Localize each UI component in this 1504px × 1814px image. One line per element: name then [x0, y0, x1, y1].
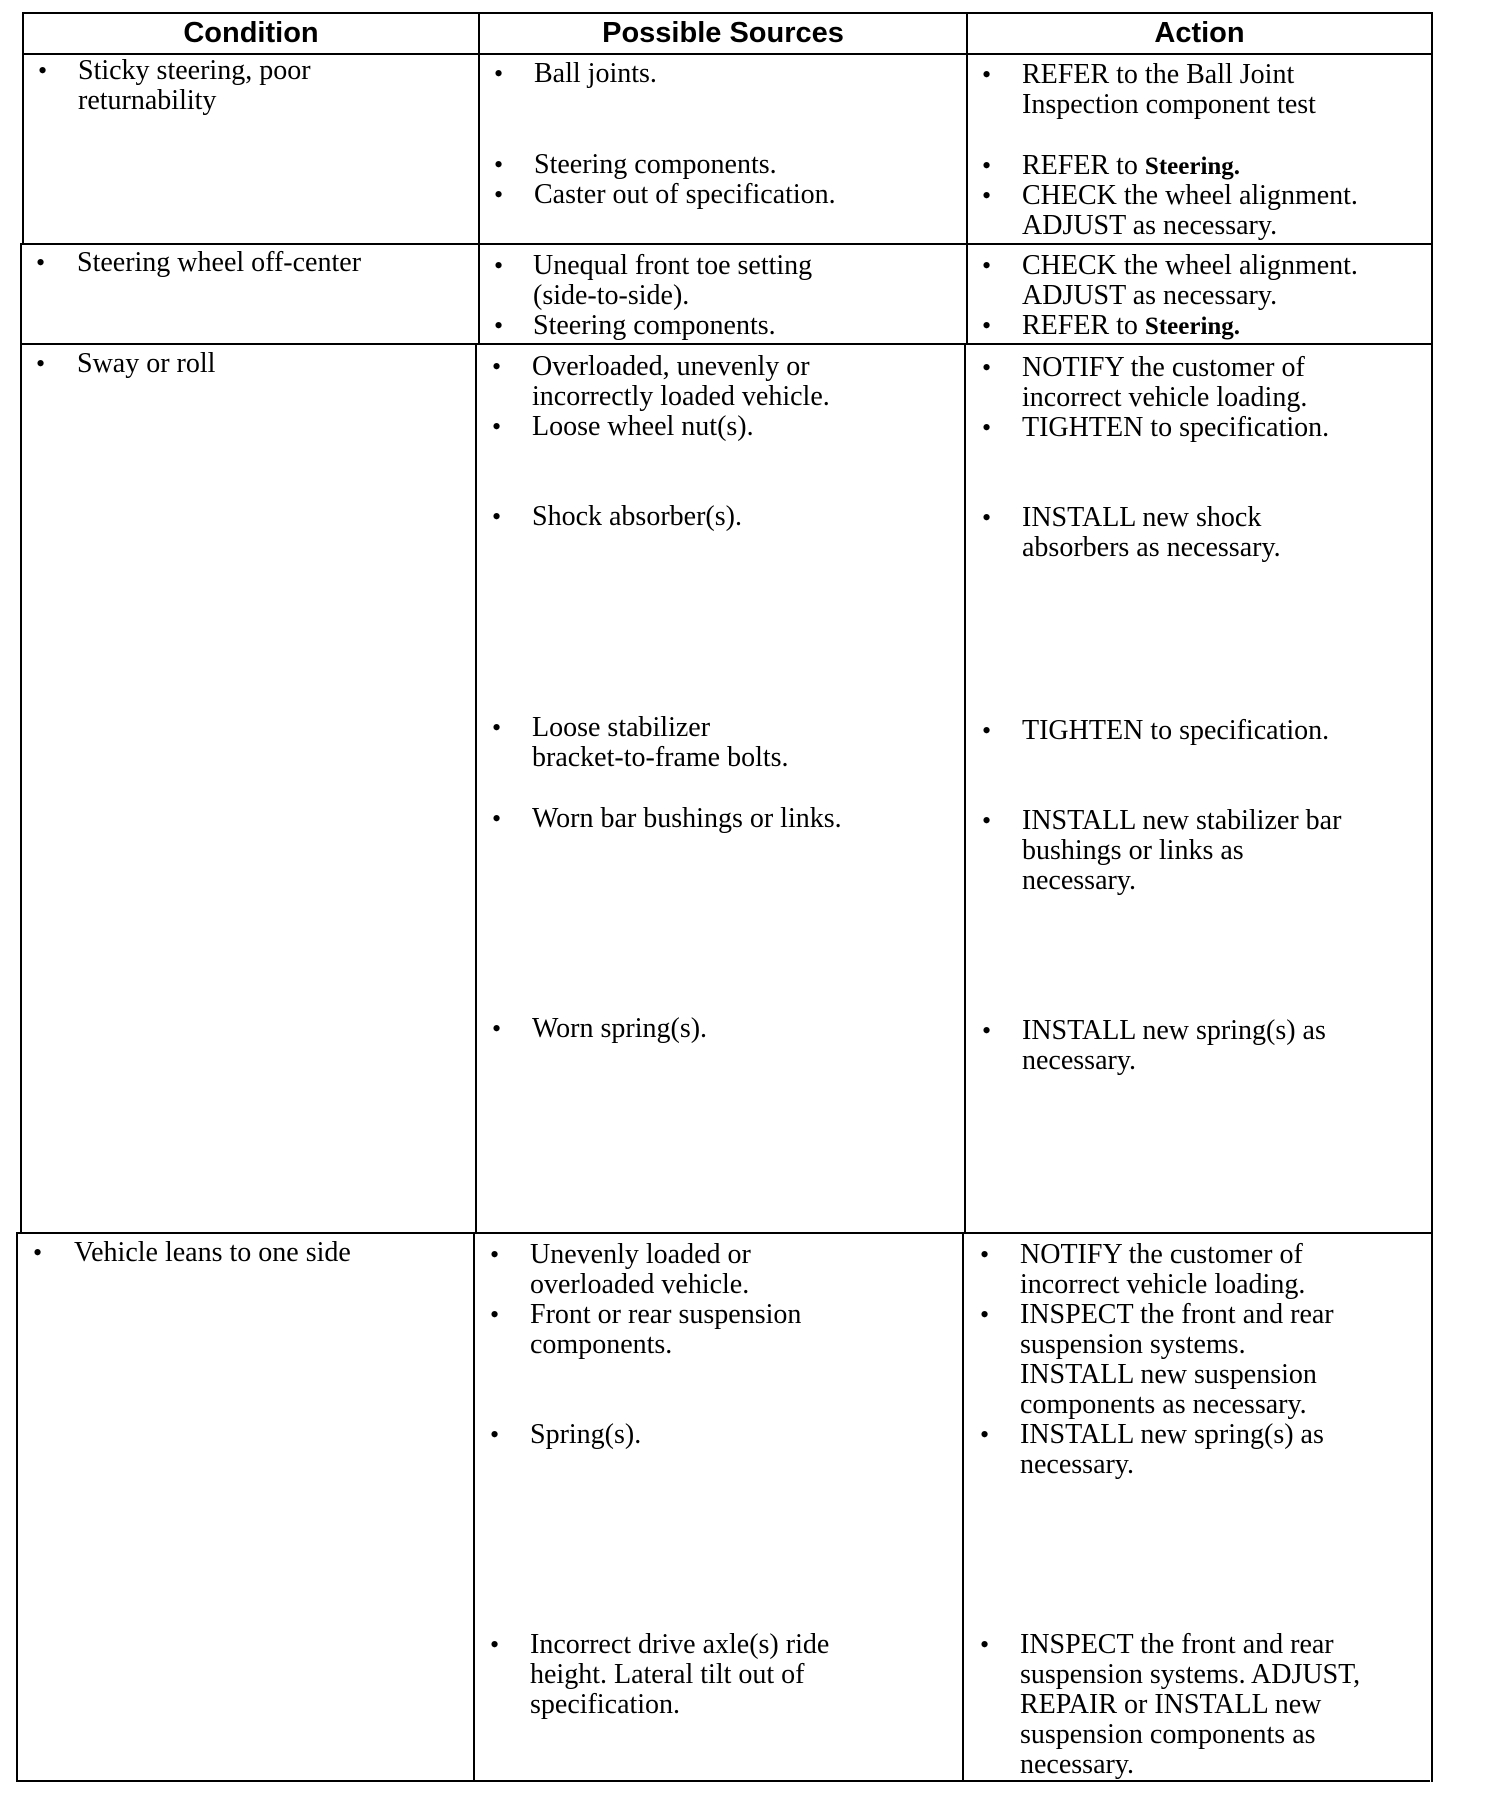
action-text-plain: REFER to — [1022, 310, 1145, 341]
bullet-icon: • — [490, 1630, 500, 1659]
action-text: TIGHTEN to specification. — [1022, 715, 1330, 746]
bullet-icon: • — [38, 56, 48, 85]
action-text — [1022, 311, 1240, 342]
source-text: Steering components. — [533, 310, 776, 341]
source-text: Worn spring(s). — [532, 1013, 708, 1044]
source-text: Loose wheel nut(s). — [532, 411, 754, 442]
table-border-bottom — [16, 1780, 1430, 1782]
table-border-left-3 — [16, 1232, 18, 1782]
bullet-icon: • — [494, 150, 504, 179]
bullet-icon: • — [490, 1420, 500, 1449]
source-text: Worn bar bushings or links. — [532, 803, 842, 834]
bullet-icon: • — [492, 352, 502, 381]
column-divider-2b — [964, 343, 966, 1233]
condition-text: Steering wheel off-center — [77, 247, 362, 278]
column-divider-1c — [473, 1232, 475, 1782]
header-possible-sources: Possible Sources — [602, 16, 844, 49]
source-text: Incorrect drive axle(s) ride height. Lateral tilt out of specification. — [530, 1629, 830, 1720]
source-text: Front or rear suspension components. — [530, 1299, 802, 1360]
column-divider-1 — [478, 12, 480, 344]
bullet-icon: • — [492, 713, 502, 742]
bullet-icon: • — [982, 311, 992, 340]
bullet-icon: • — [490, 1300, 500, 1329]
source-text: Overloaded, unevenly or incorrectly loaded vehicle. — [532, 351, 830, 412]
column-divider-1b — [475, 343, 477, 1233]
bullet-icon: • — [494, 311, 504, 340]
bullet-icon: • — [494, 59, 504, 88]
action-text — [1022, 151, 1240, 182]
action-text-plain: REFER to — [1022, 150, 1145, 181]
source-text: Unevenly loaded or overloaded vehicle. — [530, 1239, 751, 1300]
source-text: Caster out of specification. — [534, 179, 836, 210]
row-divider-3 — [18, 1232, 1432, 1234]
source-text: Steering components. — [534, 149, 777, 180]
bullet-icon: • — [982, 60, 992, 89]
action-text: CHECK the wheel alignment. ADJUST as necessary. — [1022, 180, 1358, 241]
bullet-icon: • — [982, 806, 992, 835]
bullet-icon: • — [492, 1014, 502, 1043]
bullet-icon: • — [982, 251, 992, 280]
column-divider-2c — [962, 1232, 964, 1782]
bullet-icon: • — [36, 248, 46, 277]
row-divider-1 — [20, 243, 1433, 245]
bullet-icon: • — [982, 716, 992, 745]
bullet-icon: • — [982, 151, 992, 180]
action-text: REFER to the Ball Joint Inspection component test — [1022, 59, 1316, 120]
source-text: Ball joints. — [534, 58, 657, 89]
source-text: Spring(s). — [530, 1419, 642, 1450]
bullet-icon: • — [494, 180, 504, 209]
bullet-icon: • — [980, 1630, 990, 1659]
bullet-icon: • — [980, 1300, 990, 1329]
column-divider-2 — [966, 12, 968, 344]
source-text: Shock absorber(s). — [532, 501, 742, 532]
action-text: INSTALL new shock absorbers as necessary. — [1022, 502, 1281, 563]
bullet-icon: • — [36, 349, 46, 378]
condition-text: Sticky steering, poor returnability — [78, 55, 311, 116]
condition-text: Vehicle leans to one side — [74, 1237, 351, 1268]
header-condition: Condition — [183, 16, 319, 49]
action-text: CHECK the wheel alignment. ADJUST as necessary. — [1022, 250, 1358, 311]
bullet-icon: • — [980, 1240, 990, 1269]
table-border-left-2 — [20, 243, 22, 1233]
bullet-icon: • — [980, 1420, 990, 1449]
bullet-icon: • — [494, 251, 504, 280]
action-text-strong: Steering. — [1144, 153, 1241, 180]
action-text: INSTALL new spring(s) as necessary. — [1020, 1419, 1324, 1480]
action-text: NOTIFY the customer of incorrect vehicle loading. — [1022, 352, 1308, 413]
bullet-icon: • — [982, 503, 992, 532]
table-border-right — [1431, 12, 1433, 1782]
action-text: INSPECT the front and rear suspension systems. ADJUST, REPAIR or INSTALL new suspension components as necessary. — [1020, 1629, 1361, 1780]
condition-text: Sway or roll — [77, 348, 216, 379]
bullet-icon: • — [492, 502, 502, 531]
action-text-strong: Steering. — [1144, 313, 1241, 340]
bullet-icon: • — [982, 1016, 992, 1045]
bullet-icon: • — [490, 1240, 500, 1269]
action-text: INSTALL new stabilizer bar bushings or links as necessary. — [1022, 805, 1342, 896]
action-text: TIGHTEN to specification. — [1022, 412, 1330, 443]
bullet-icon: • — [982, 413, 992, 442]
bullet-icon: • — [33, 1238, 43, 1267]
row-divider-2 — [20, 343, 1433, 345]
bullet-icon: • — [492, 804, 502, 833]
action-text: NOTIFY the customer of incorrect vehicle loading. — [1020, 1239, 1306, 1300]
header-action: Action — [1154, 16, 1245, 49]
bullet-icon: • — [982, 181, 992, 210]
action-text: INSPECT the front and rear suspension systems. INSTALL new suspension components as necessary. — [1020, 1299, 1334, 1420]
bullet-icon: • — [982, 353, 992, 382]
source-text: Loose stabilizer bracket-to-frame bolts. — [532, 712, 789, 773]
source-text: Unequal front toe setting (side-to-side). — [533, 250, 813, 311]
action-text: INSTALL new spring(s) as necessary. — [1022, 1015, 1326, 1076]
bullet-icon: • — [492, 412, 502, 441]
